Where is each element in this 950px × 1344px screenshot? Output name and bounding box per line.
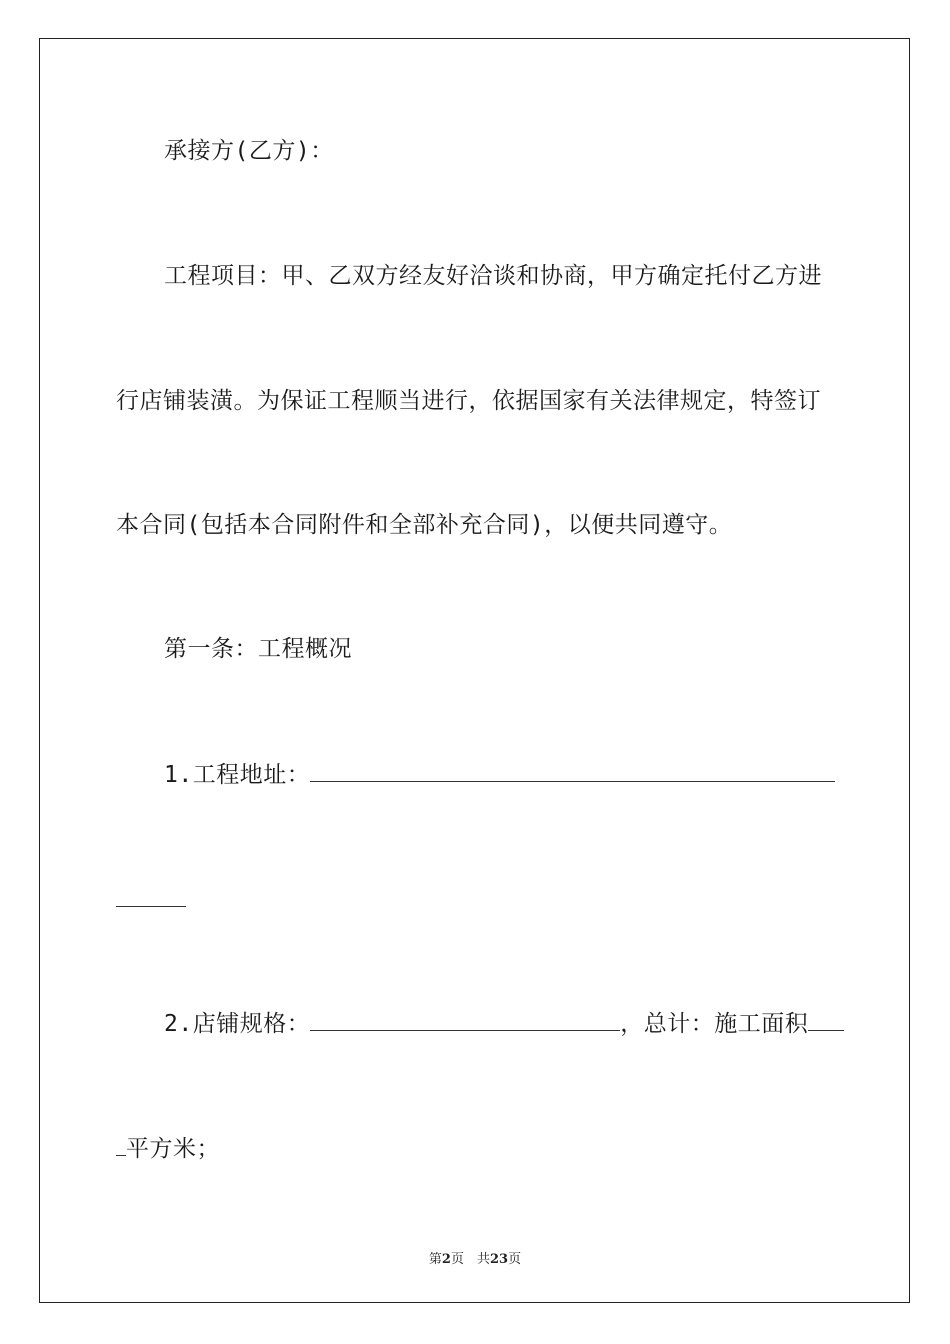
- area-line: [116, 1133, 220, 1164]
- footer-suffix: 页: [508, 1252, 522, 1267]
- address-line: [164, 759, 835, 790]
- address-label: 1.工程地址：: [164, 762, 311, 788]
- footer-total-pages: 23: [489, 1252, 509, 1267]
- project-line-1: 工程项目：甲、乙双方经友好洽谈和协商，甲方确定托付乙方进: [164, 263, 822, 289]
- footer-mid: 页 共: [450, 1252, 490, 1267]
- address-line-continuation: [116, 884, 186, 915]
- article-1-title: 第一条：工程概况: [164, 636, 352, 662]
- project-line-3: 本合同(包括本合同附件和全部补充合同)，以便共同遵守。: [116, 512, 733, 538]
- area-blank-continued: [116, 1133, 126, 1156]
- area-unit: 平方米；: [126, 1136, 220, 1162]
- spec-blank: [310, 1008, 620, 1031]
- footer-prefix: 第: [428, 1252, 442, 1267]
- area-blank: [808, 1008, 844, 1031]
- page-footer: [0, 1248, 950, 1267]
- party-b-line: 承接方(乙方)：: [164, 138, 334, 164]
- page-border: [39, 38, 910, 1303]
- spec-line: [164, 1008, 844, 1039]
- address-blank-continued: [116, 884, 186, 907]
- address-blank: [310, 759, 835, 782]
- project-line-2: 行店铺装潢。为保证工程顺当进行，依据国家有关法律规定，特签订: [116, 388, 821, 414]
- spec-label: 2.店铺规格：: [164, 1011, 311, 1037]
- footer-page-number: 2: [441, 1252, 451, 1267]
- spec-total-label: ，总计：施工面积: [620, 1011, 809, 1037]
